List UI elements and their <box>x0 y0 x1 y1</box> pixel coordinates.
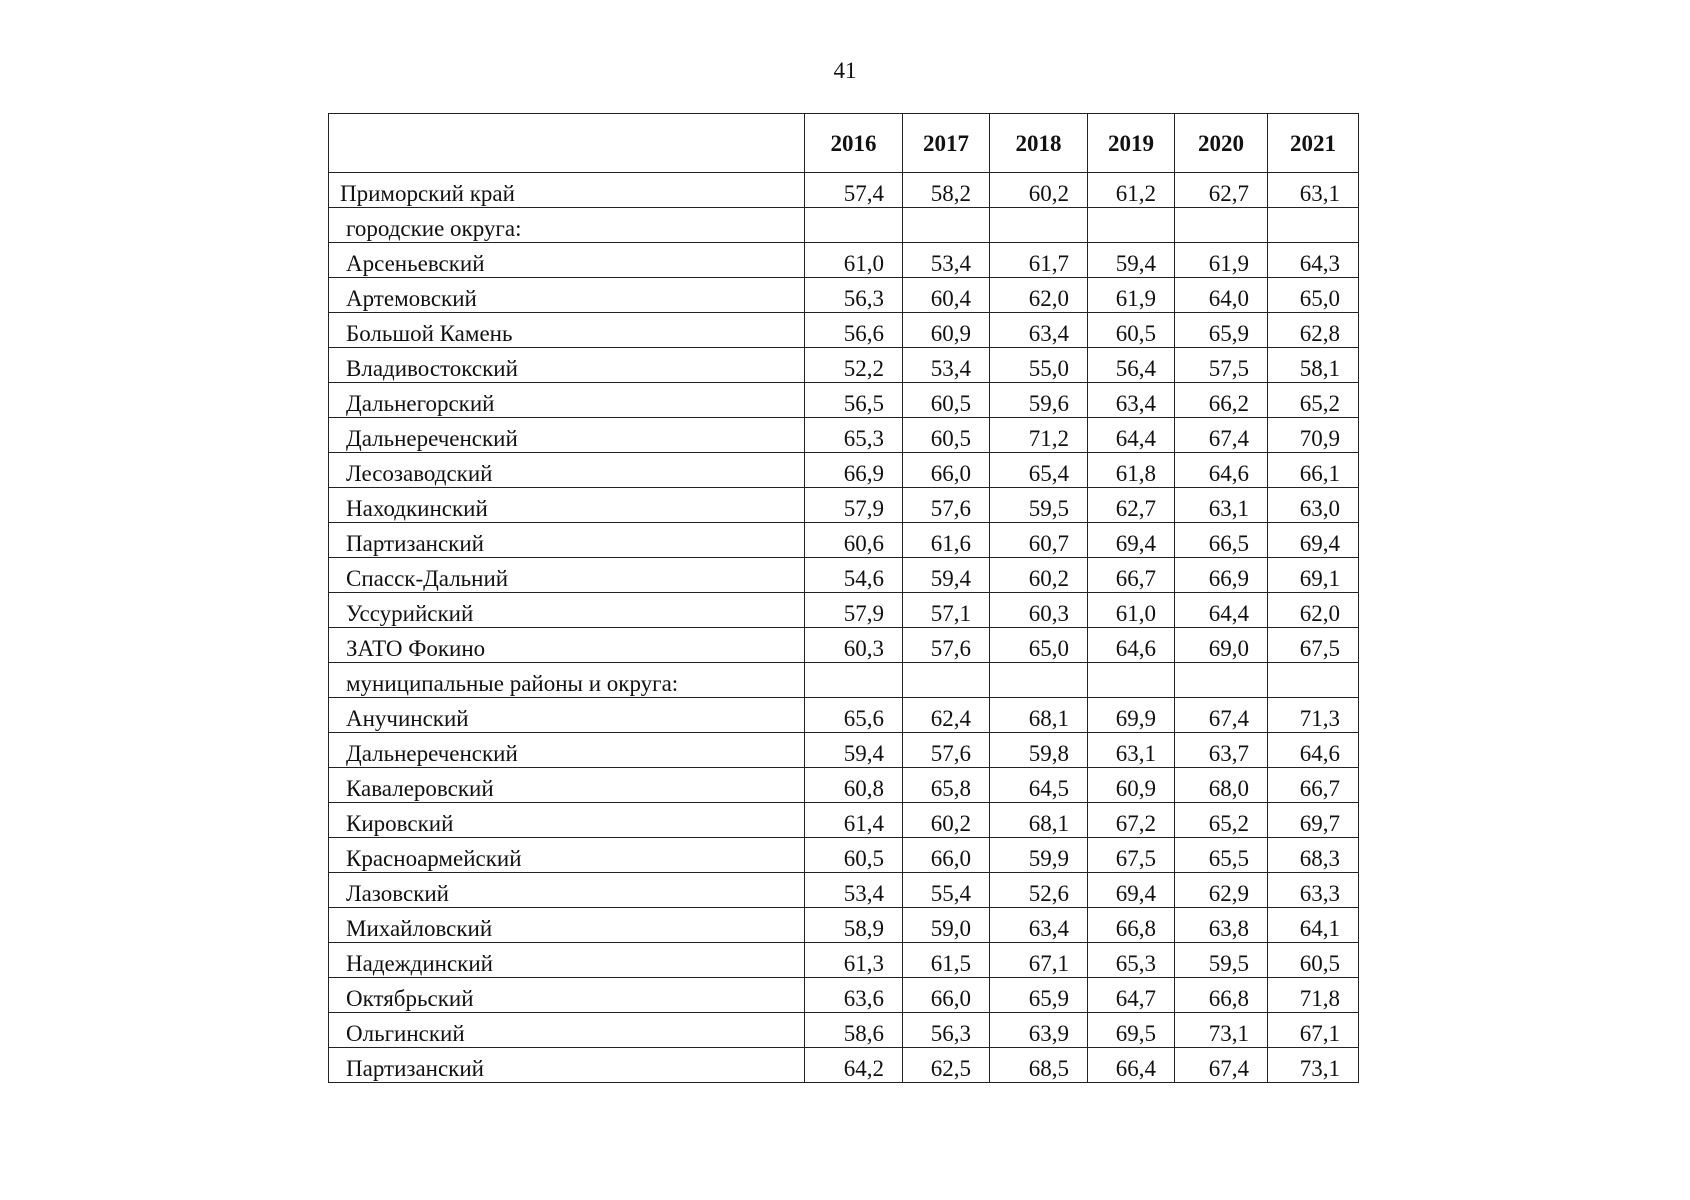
value-cell: 71,3 <box>1268 698 1359 733</box>
value-cell: 60,6 <box>805 523 903 558</box>
value-cell: 69,7 <box>1268 803 1359 838</box>
value-cell: 60,2 <box>990 558 1088 593</box>
value-cell: 59,5 <box>990 488 1088 523</box>
value-cell: 61,7 <box>990 243 1088 278</box>
value-cell: 69,4 <box>1268 523 1359 558</box>
value-cell: 56,3 <box>805 278 903 313</box>
value-cell <box>990 208 1088 243</box>
value-cell: 61,9 <box>1175 243 1268 278</box>
row-label: Дальнереченский <box>329 418 805 453</box>
value-cell: 73,1 <box>1175 1013 1268 1048</box>
value-cell: 59,8 <box>990 733 1088 768</box>
value-cell: 65,3 <box>805 418 903 453</box>
row-label: Уссурийский <box>329 593 805 628</box>
value-cell: 57,6 <box>903 733 990 768</box>
value-cell: 56,5 <box>805 383 903 418</box>
section-row <box>329 208 1359 243</box>
row-label: Надеждинский <box>329 943 805 978</box>
table-row <box>329 873 1359 908</box>
value-cell: 63,6 <box>805 978 903 1013</box>
value-cell: 61,0 <box>805 243 903 278</box>
value-cell: 60,2 <box>903 803 990 838</box>
value-cell <box>805 208 903 243</box>
value-cell: 65,6 <box>805 698 903 733</box>
value-cell: 63,1 <box>1268 173 1359 208</box>
value-cell: 61,5 <box>903 943 990 978</box>
value-cell: 57,9 <box>805 593 903 628</box>
header-cell: 2016 <box>805 114 903 173</box>
value-cell: 60,3 <box>805 628 903 663</box>
row-label: Приморский край <box>329 173 805 208</box>
value-cell: 67,2 <box>1088 803 1175 838</box>
value-cell: 58,1 <box>1268 348 1359 383</box>
value-cell: 66,0 <box>903 838 990 873</box>
value-cell: 60,5 <box>1088 313 1175 348</box>
value-cell: 60,3 <box>990 593 1088 628</box>
value-cell <box>903 663 990 698</box>
value-cell: 71,8 <box>1268 978 1359 1013</box>
value-cell: 57,1 <box>903 593 990 628</box>
value-cell <box>1088 208 1175 243</box>
table-row <box>329 1013 1359 1048</box>
table-row <box>329 908 1359 943</box>
row-label: Михайловский <box>329 908 805 943</box>
value-cell: 60,9 <box>903 313 990 348</box>
value-cell: 67,4 <box>1175 418 1268 453</box>
table-row <box>329 348 1359 383</box>
value-cell: 67,1 <box>990 943 1088 978</box>
value-cell: 56,4 <box>1088 348 1175 383</box>
value-cell: 52,2 <box>805 348 903 383</box>
value-cell: 59,6 <box>990 383 1088 418</box>
value-cell: 66,1 <box>1268 453 1359 488</box>
table-row <box>329 978 1359 1013</box>
table-row <box>329 768 1359 803</box>
table-row <box>329 313 1359 348</box>
table-row <box>329 943 1359 978</box>
value-cell: 65,0 <box>1268 278 1359 313</box>
value-cell: 60,5 <box>805 838 903 873</box>
value-cell: 53,4 <box>903 243 990 278</box>
value-cell: 66,8 <box>1088 908 1175 943</box>
table-row <box>329 733 1359 768</box>
row-label: Дальнегорский <box>329 383 805 418</box>
value-cell: 53,4 <box>805 873 903 908</box>
value-cell: 65,4 <box>990 453 1088 488</box>
table-body <box>329 173 1359 1083</box>
header-row <box>329 114 1359 173</box>
value-cell: 66,9 <box>805 453 903 488</box>
value-cell: 70,9 <box>1268 418 1359 453</box>
value-cell: 64,4 <box>1088 418 1175 453</box>
value-cell <box>805 663 903 698</box>
value-cell: 69,5 <box>1088 1013 1175 1048</box>
value-cell: 65,5 <box>1175 838 1268 873</box>
value-cell: 62,7 <box>1175 173 1268 208</box>
value-cell: 57,4 <box>805 173 903 208</box>
header-cell: 2020 <box>1175 114 1268 173</box>
header-cell: 2018 <box>990 114 1088 173</box>
value-cell: 65,0 <box>990 628 1088 663</box>
row-label: Лазовский <box>329 873 805 908</box>
value-cell: 59,0 <box>903 908 990 943</box>
value-cell: 59,9 <box>990 838 1088 873</box>
value-cell: 57,9 <box>805 488 903 523</box>
value-cell: 69,1 <box>1268 558 1359 593</box>
statistics-table <box>328 113 1359 1083</box>
value-cell: 67,4 <box>1175 698 1268 733</box>
value-cell: 63,3 <box>1268 873 1359 908</box>
value-cell: 59,4 <box>1088 243 1175 278</box>
table-row <box>329 488 1359 523</box>
value-cell: 65,2 <box>1175 803 1268 838</box>
row-label: Спасск-Дальний <box>329 558 805 593</box>
value-cell: 64,6 <box>1175 453 1268 488</box>
table-row <box>329 383 1359 418</box>
page-number: 41 <box>833 58 857 83</box>
row-label: Лесозаводский <box>329 453 805 488</box>
row-label: Ольгинский <box>329 1013 805 1048</box>
value-cell: 65,2 <box>1268 383 1359 418</box>
value-cell: 62,0 <box>1268 593 1359 628</box>
value-cell: 63,9 <box>990 1013 1088 1048</box>
value-cell: 68,3 <box>1268 838 1359 873</box>
value-cell: 62,9 <box>1175 873 1268 908</box>
value-cell: 61,8 <box>1088 453 1175 488</box>
value-cell: 60,5 <box>1268 943 1359 978</box>
value-cell: 61,3 <box>805 943 903 978</box>
value-cell: 63,4 <box>1088 383 1175 418</box>
value-cell: 53,4 <box>903 348 990 383</box>
value-cell <box>1268 208 1359 243</box>
value-cell: 55,4 <box>903 873 990 908</box>
value-cell: 60,8 <box>805 768 903 803</box>
row-label: Большой Камень <box>329 313 805 348</box>
value-cell: 57,5 <box>1175 348 1268 383</box>
value-cell: 62,7 <box>1088 488 1175 523</box>
value-cell: 66,8 <box>1175 978 1268 1013</box>
value-cell: 59,4 <box>805 733 903 768</box>
value-cell: 61,4 <box>805 803 903 838</box>
value-cell: 56,6 <box>805 313 903 348</box>
total-row <box>329 173 1359 208</box>
value-cell: 68,0 <box>1175 768 1268 803</box>
value-cell: 64,5 <box>990 768 1088 803</box>
value-cell: 68,1 <box>990 803 1088 838</box>
header-cell <box>329 114 805 173</box>
row-label: Красноармейский <box>329 838 805 873</box>
row-label: Арсеньевский <box>329 243 805 278</box>
table-row <box>329 523 1359 558</box>
header-cell: 2019 <box>1088 114 1175 173</box>
row-label: Октябрьский <box>329 978 805 1013</box>
value-cell: 65,9 <box>990 978 1088 1013</box>
table-row <box>329 418 1359 453</box>
value-cell: 71,2 <box>990 418 1088 453</box>
value-cell <box>1088 663 1175 698</box>
value-cell: 56,3 <box>903 1013 990 1048</box>
value-cell: 60,7 <box>990 523 1088 558</box>
row-label: Кавалеровский <box>329 768 805 803</box>
value-cell: 66,4 <box>1088 1048 1175 1083</box>
value-cell: 61,2 <box>1088 173 1175 208</box>
table-row <box>329 593 1359 628</box>
table-row <box>329 698 1359 733</box>
value-cell: 67,5 <box>1268 628 1359 663</box>
value-cell: 65,9 <box>1175 313 1268 348</box>
value-cell: 57,6 <box>903 628 990 663</box>
value-cell: 69,9 <box>1088 698 1175 733</box>
value-cell: 69,4 <box>1088 523 1175 558</box>
row-label: Дальнереченский <box>329 733 805 768</box>
value-cell: 65,3 <box>1088 943 1175 978</box>
value-cell: 61,9 <box>1088 278 1175 313</box>
value-cell: 67,4 <box>1175 1048 1268 1083</box>
table-row <box>329 1048 1359 1083</box>
value-cell: 63,0 <box>1268 488 1359 523</box>
value-cell: 67,1 <box>1268 1013 1359 1048</box>
header-cell: 2017 <box>903 114 990 173</box>
value-cell: 66,5 <box>1175 523 1268 558</box>
value-cell: 59,4 <box>903 558 990 593</box>
value-cell: 62,0 <box>990 278 1088 313</box>
table-row <box>329 453 1359 488</box>
value-cell: 64,4 <box>1175 593 1268 628</box>
value-cell: 58,6 <box>805 1013 903 1048</box>
value-cell: 55,0 <box>990 348 1088 383</box>
value-cell: 62,5 <box>903 1048 990 1083</box>
value-cell: 68,5 <box>990 1048 1088 1083</box>
value-cell: 64,6 <box>1268 733 1359 768</box>
table-row <box>329 558 1359 593</box>
row-label: ЗАТО Фокино <box>329 628 805 663</box>
value-cell: 60,5 <box>903 418 990 453</box>
value-cell: 64,0 <box>1175 278 1268 313</box>
header-cell: 2021 <box>1268 114 1359 173</box>
section-row <box>329 663 1359 698</box>
value-cell: 63,4 <box>990 908 1088 943</box>
row-label: городские округа: <box>329 208 805 243</box>
row-label: Артемовский <box>329 278 805 313</box>
value-cell: 66,0 <box>903 453 990 488</box>
value-cell: 66,7 <box>1088 558 1175 593</box>
value-cell: 63,8 <box>1175 908 1268 943</box>
value-cell: 67,5 <box>1088 838 1175 873</box>
table-row <box>329 838 1359 873</box>
value-cell: 63,1 <box>1088 733 1175 768</box>
value-cell: 59,5 <box>1175 943 1268 978</box>
value-cell <box>1175 663 1268 698</box>
value-cell: 60,4 <box>903 278 990 313</box>
value-cell: 52,6 <box>990 873 1088 908</box>
value-cell <box>1268 663 1359 698</box>
value-cell: 57,6 <box>903 488 990 523</box>
row-label: Партизанский <box>329 1048 805 1083</box>
value-cell: 58,2 <box>903 173 990 208</box>
value-cell: 73,1 <box>1268 1048 1359 1083</box>
value-cell: 54,6 <box>805 558 903 593</box>
value-cell: 64,2 <box>805 1048 903 1083</box>
value-cell: 58,9 <box>805 908 903 943</box>
value-cell: 69,0 <box>1175 628 1268 663</box>
value-cell: 63,4 <box>990 313 1088 348</box>
value-cell: 66,7 <box>1268 768 1359 803</box>
value-cell: 66,2 <box>1175 383 1268 418</box>
value-cell: 60,2 <box>990 173 1088 208</box>
value-cell: 66,9 <box>1175 558 1268 593</box>
value-cell: 64,3 <box>1268 243 1359 278</box>
value-cell <box>990 663 1088 698</box>
row-label: Кировский <box>329 803 805 838</box>
value-cell: 65,8 <box>903 768 990 803</box>
table-row <box>329 803 1359 838</box>
value-cell: 64,6 <box>1088 628 1175 663</box>
value-cell: 60,5 <box>903 383 990 418</box>
value-cell <box>1175 208 1268 243</box>
value-cell: 61,6 <box>903 523 990 558</box>
value-cell: 66,0 <box>903 978 990 1013</box>
value-cell: 68,1 <box>990 698 1088 733</box>
value-cell: 64,1 <box>1268 908 1359 943</box>
value-cell: 61,0 <box>1088 593 1175 628</box>
value-cell: 63,7 <box>1175 733 1268 768</box>
value-cell: 62,4 <box>903 698 990 733</box>
value-cell: 64,7 <box>1088 978 1175 1013</box>
table-row <box>329 243 1359 278</box>
row-label: Анучинский <box>329 698 805 733</box>
value-cell: 63,1 <box>1175 488 1268 523</box>
value-cell: 60,9 <box>1088 768 1175 803</box>
row-label: Владивостокский <box>329 348 805 383</box>
table-row <box>329 628 1359 663</box>
row-label: Находкинский <box>329 488 805 523</box>
value-cell <box>903 208 990 243</box>
row-label: Партизанский <box>329 523 805 558</box>
value-cell: 62,8 <box>1268 313 1359 348</box>
value-cell: 69,4 <box>1088 873 1175 908</box>
row-label: муниципальные районы и округа: <box>329 663 805 698</box>
table-row <box>329 278 1359 313</box>
